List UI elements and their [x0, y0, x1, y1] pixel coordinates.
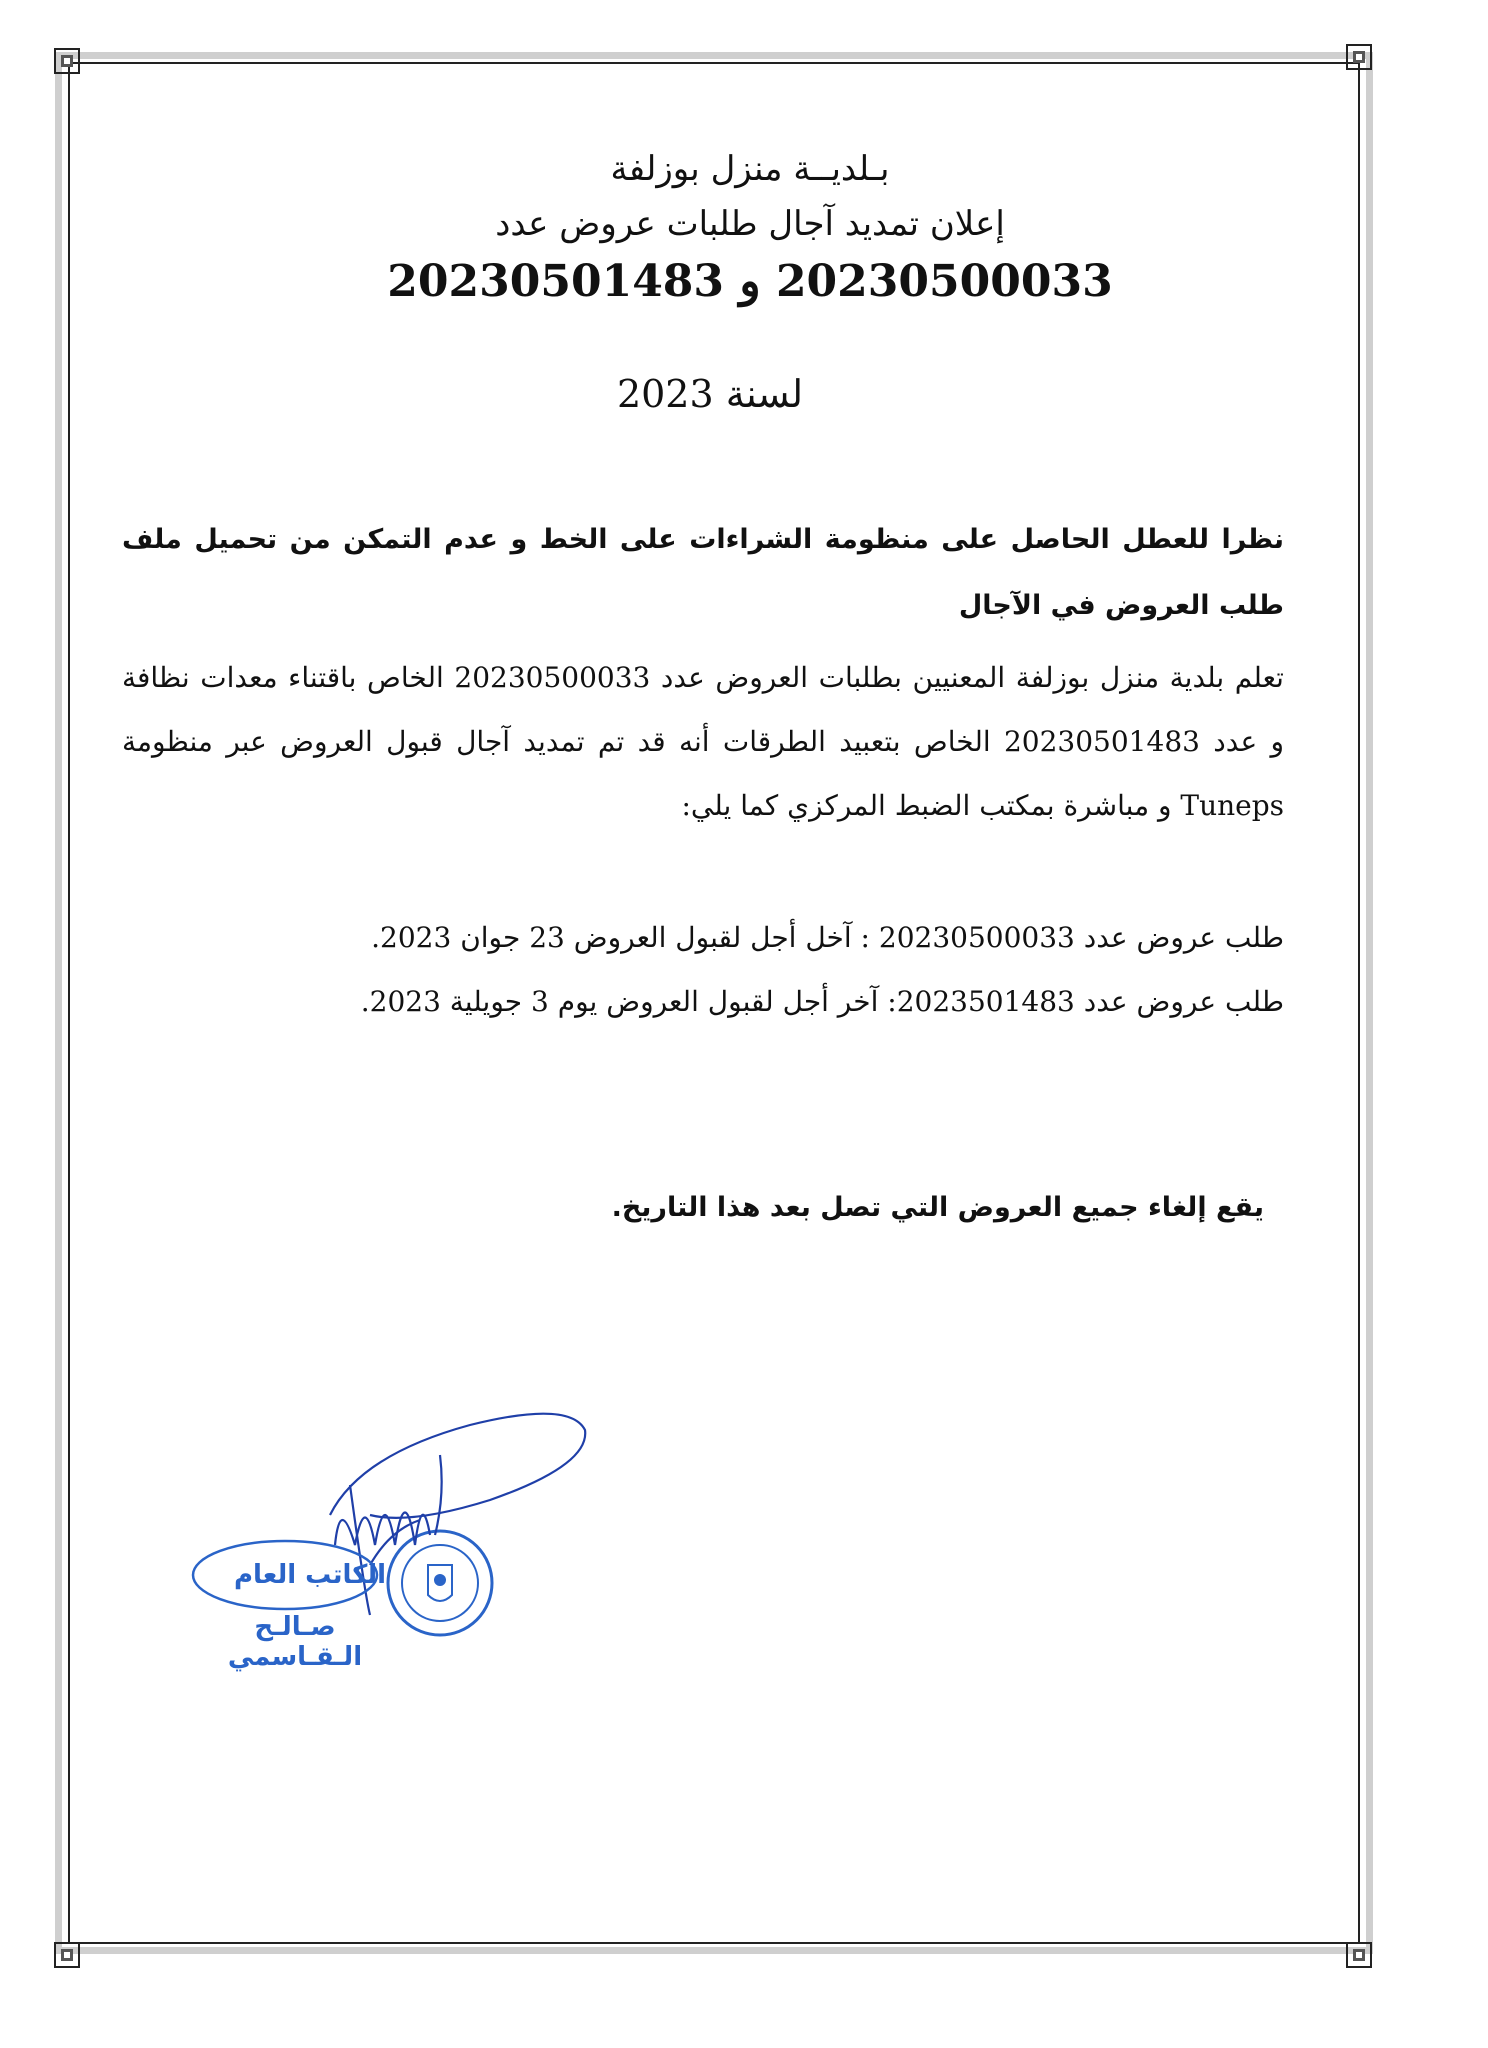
- announcement-year: لسنة 2023: [616, 372, 804, 416]
- signatory-name: صـالـح الـقـاسمي: [227, 1612, 363, 1672]
- tender-numbers: 20230500033 و 20230501483: [387, 256, 1113, 307]
- municipality-name: بـلديــة منزل بوزلفة: [610, 149, 890, 189]
- intro-paragraph: نظرا للعطل الحاصل على منظومة الشراءات على الخط و عدم التمكن من تحميل ملف طلب العروض في الآجال: [122, 524, 1284, 621]
- deadline-item: طلب عروض عدد 20230500033 : آخل أجل لقبول العروض 23 جوان 2023.: [371, 921, 1284, 954]
- body-paragraph: تعلم بلدية منزل بوزلفة المعنيين بطلبات العروض عدد 20230500033 الخاص باقتناء معدات نظافة و عدد 20230501483 الخاص بتعبيد الطرقات أنه قد تم تمديد آجال قبول العروض عبر منظومة Tuneps و مباشرة بمكتب الضبط المركزي كما يلي:: [122, 661, 1284, 822]
- closing-note: يقع إلغاء جميع العروض التي تصل بعد هذا التاريخ.: [611, 1192, 1264, 1223]
- deadline-item: طلب عروض عدد 2023501483: آخر أجل لقبول العروض يوم 3 جويلية 2023.: [360, 985, 1284, 1018]
- signatory-role: الكاتب العام: [233, 1560, 387, 1590]
- official-stamp-icon: [388, 1531, 492, 1635]
- announcement-title: إعلان تمديد آجال طلبات عروض عدد: [495, 204, 1005, 244]
